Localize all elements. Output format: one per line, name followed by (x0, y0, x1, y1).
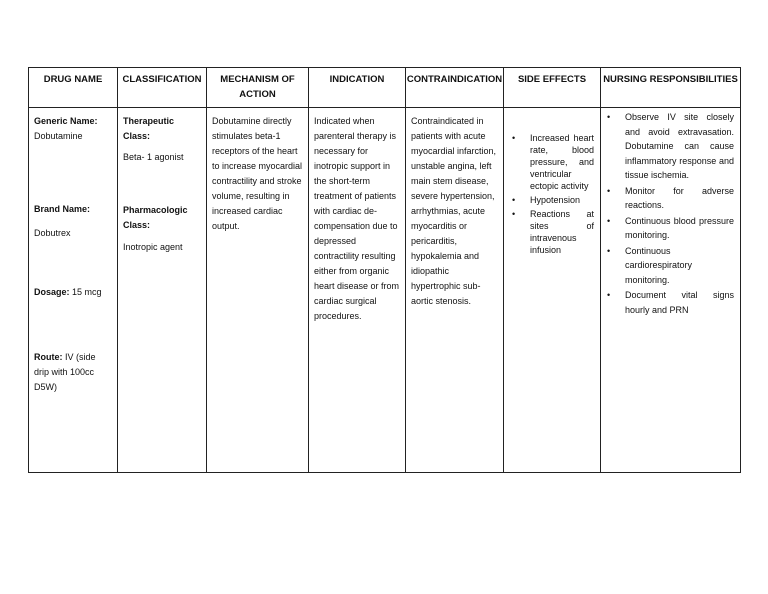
dosage-label: Dosage: (34, 287, 70, 297)
header-drug-name: DRUG NAME (29, 68, 118, 108)
nursing-item: • Document vital signs hourly and PRN (607, 290, 734, 315)
header-row (29, 68, 741, 108)
contraindication-text: Contraindicated in patients with acute myocardial infarction, unstable angina, left main stem disease, severe hypertension, arrhythmias, acute myocarditis or pericarditis, hypokalemia and idiopathic hypertrophic sub-aortic stenosis. (411, 116, 497, 306)
brand-name-label: Brand Name: (34, 204, 91, 214)
nursing-item: • Monitor for adverse reactions. (607, 185, 734, 210)
nursing-cell (601, 108, 741, 473)
side-effect-item: • Increased heart rate, blood pressure, and ventricular ectopic activity (512, 133, 594, 191)
bullet-icon: • (607, 245, 611, 256)
header-classification: CLASSIFICATION (118, 68, 207, 108)
therapeutic-class-value: Beta- 1 agonist (123, 152, 184, 162)
bullet-icon: • (607, 185, 611, 196)
mechanism-cell (207, 108, 309, 473)
body-row (29, 108, 741, 473)
route-label: Route: (34, 352, 63, 362)
bullet-icon: • (607, 290, 611, 300)
bullet-icon: • (512, 195, 516, 205)
generic-name-value: Dobutamine (34, 131, 83, 141)
nursing-item: • Observe IV site closely and avoid extravasation. Dobutamine can cause inflammatory response and tissue ischemia. (607, 112, 734, 180)
contraindication-cell (406, 108, 504, 473)
bullet-icon: • (512, 133, 516, 143)
route-line (34, 350, 113, 395)
side-effect-item: • Hypotension (512, 195, 581, 205)
header-side-effects: SIDE EFFECTS (504, 68, 601, 108)
classification-cell (118, 108, 207, 473)
nursing-list (601, 108, 740, 317)
side-effects-list (504, 108, 600, 256)
side-effect-item: • Reactions at sites of intravenous infusion (512, 209, 594, 255)
header-mechanism: MECHANISM OF ACTION (207, 68, 309, 108)
header-indication: INDICATION (309, 68, 406, 108)
pharmacologic-class-label: Pharmacologic Class: (123, 205, 188, 230)
route-value: IV (side drip with 100cc D5W) (34, 352, 96, 392)
generic-name-label: Generic Name: (34, 116, 98, 126)
bullet-icon: • (607, 112, 611, 122)
brand-name-value: Dobutrex (34, 228, 71, 238)
header-contraindication: CONTRAINDICATION (406, 68, 504, 108)
drug-study-table (28, 67, 741, 473)
pharmacologic-class-value: Inotropic agent (123, 242, 183, 252)
mechanism-text: Dobutamine directly stimulates beta-1 receptors of the heart to increase myocardial contractility and stroke volume, resulting in increased cardiac output. (212, 116, 303, 231)
dosage-line (34, 285, 113, 300)
nursing-item: • Continuous blood pressure monitoring. (607, 215, 734, 240)
side-effects-cell (504, 108, 601, 473)
bullet-icon: • (607, 215, 611, 226)
header-nursing-responsibilities: NURSING RESPONSIBILITIES (601, 68, 741, 108)
indication-text: Indicated when parenteral therapy is necessary for inotropic support in the short-term treatment of patients with cardiac de-compensation due to depressed contractility resulting either from organic heart disease or from cardiac surgical procedures. (314, 116, 400, 321)
drug-name-cell (29, 108, 118, 473)
nursing-item: • Continuous cardiorespiratory monitoring. (607, 245, 693, 285)
indication-cell (309, 108, 406, 473)
therapeutic-class-label: Therapeutic Class: (123, 116, 175, 141)
bullet-icon: • (512, 209, 516, 219)
dosage-value: 15 mcg (69, 287, 102, 297)
